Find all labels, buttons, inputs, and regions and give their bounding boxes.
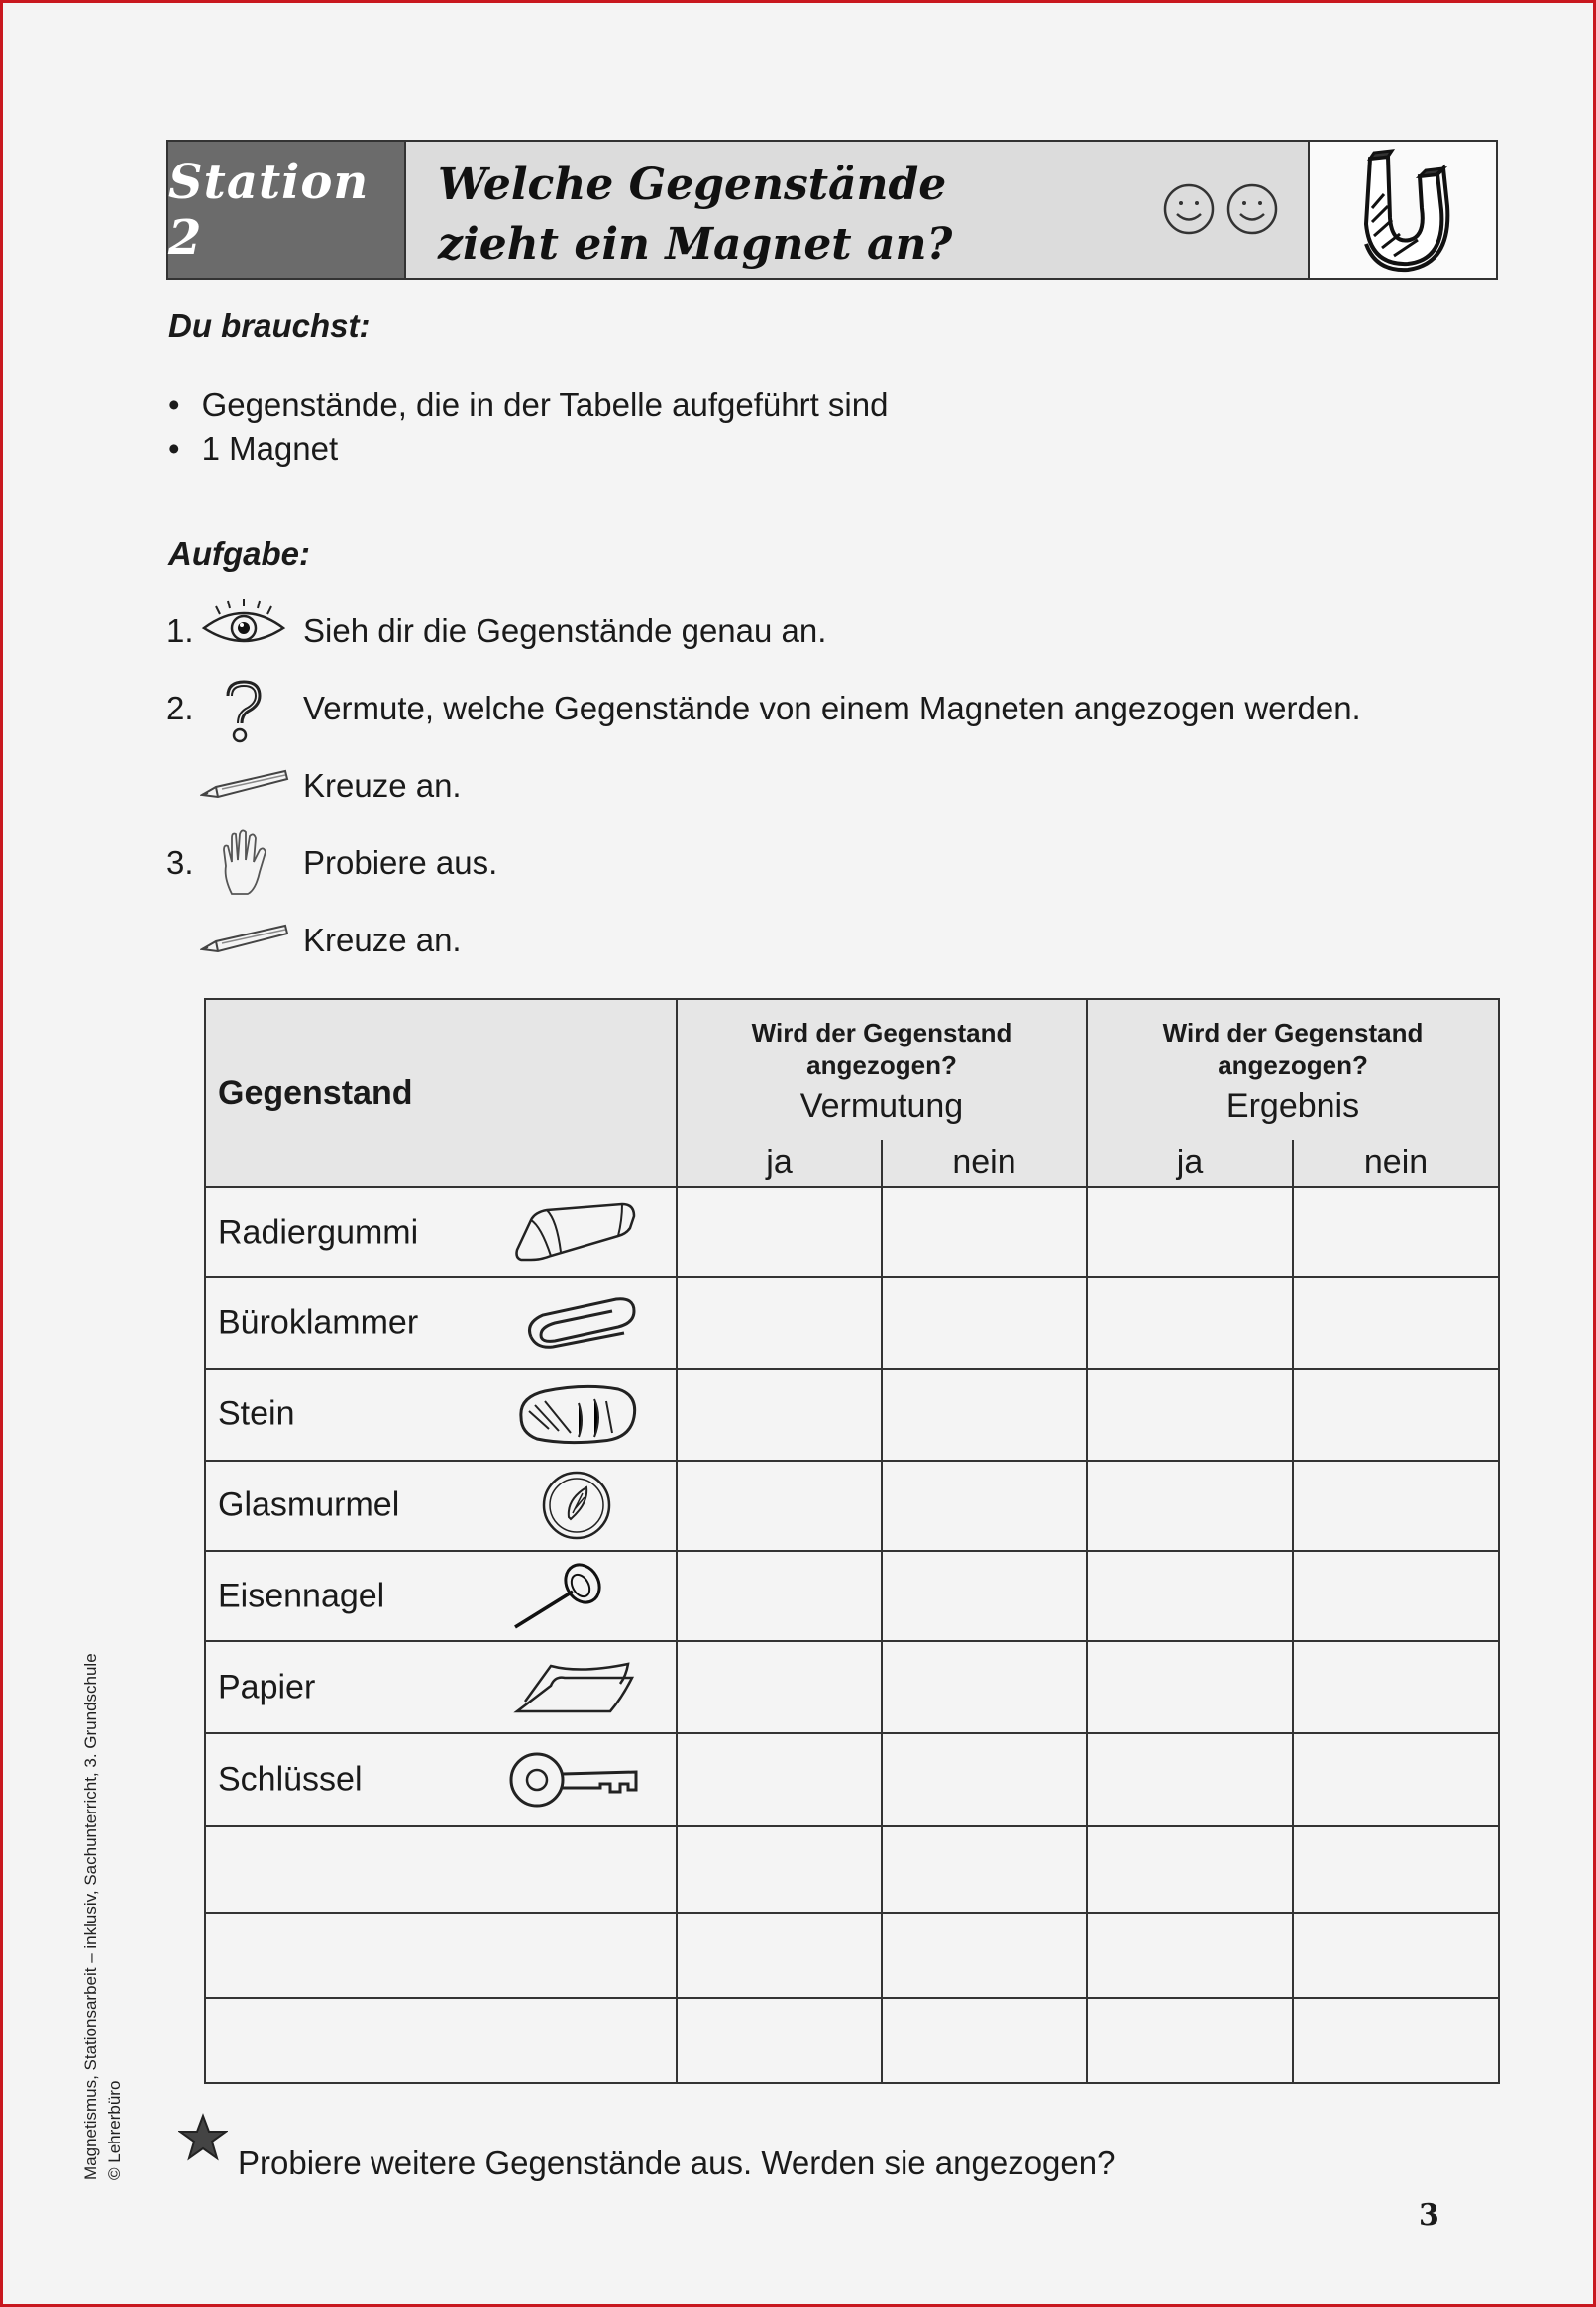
credit-line: Magnetismus, Stationsarbeit – inklusiv, Sachunterricht, 3. Grundschule: [81, 1653, 100, 2180]
check-cell[interactable]: [1087, 1369, 1293, 1461]
copyright-credit: [79, 1653, 127, 2180]
step-number: 1.: [166, 612, 194, 649]
check-cell[interactable]: [1293, 1998, 1499, 2083]
smiley-icon: [1224, 181, 1280, 237]
check-cell[interactable]: [677, 1826, 882, 1912]
group-question-line: angezogen?: [806, 1050, 957, 1081]
check-cell[interactable]: [882, 1641, 1087, 1733]
paper-icon: [511, 1656, 640, 1719]
check-cell[interactable]: [677, 1913, 882, 1998]
materials-item: • 1 Magnet: [168, 430, 338, 468]
table-row: [205, 1461, 1499, 1551]
step-text: Kreuze an.: [303, 767, 462, 804]
table-row: [205, 1369, 1499, 1461]
column-header-yes: ja: [1087, 1140, 1293, 1187]
table-row: [205, 1826, 1499, 1912]
check-cell[interactable]: [1293, 1187, 1499, 1277]
group-question-line: Wird der Gegenstand: [1162, 1018, 1424, 1048]
star-icon: [178, 2113, 228, 2162]
step-number: 2.: [166, 690, 194, 726]
column-header-yes: ja: [677, 1140, 882, 1187]
pencil-icon: [200, 922, 289, 955]
table-row: [205, 1998, 1499, 2083]
title-line-1: Welche Gegenstände: [438, 160, 947, 210]
column-header-item: Gegenstand: [205, 999, 677, 1187]
eraser-icon: [511, 1198, 640, 1267]
table-row: [205, 1913, 1499, 1998]
result-label: Ergebnis: [1225, 1087, 1360, 1126]
check-cell[interactable]: [1293, 1551, 1499, 1641]
credit-line: © Lehrerbüro: [105, 2080, 124, 2180]
worksheet-title: [406, 142, 1310, 278]
paperclip-icon: [521, 1293, 640, 1353]
question-icon: [218, 678, 267, 745]
item-cell: [205, 1551, 677, 1641]
station-banner: [166, 140, 1498, 280]
item-label: Stein: [218, 1394, 295, 1433]
check-cell[interactable]: [882, 1461, 1087, 1551]
bonus-task: Probiere weitere Gegenstände aus. Werden sie angezogen?: [238, 2144, 1116, 2181]
check-cell[interactable]: [882, 1369, 1087, 1461]
check-cell[interactable]: [1293, 1733, 1499, 1826]
station-label: Station 2: [168, 142, 406, 278]
group-question-line: angezogen?: [1218, 1050, 1368, 1081]
check-cell[interactable]: [1293, 1277, 1499, 1368]
check-cell[interactable]: [882, 1998, 1087, 2083]
check-cell[interactable]: [1087, 1998, 1293, 2083]
item-cell: [205, 1187, 677, 1277]
check-cell[interactable]: [1293, 1826, 1499, 1912]
item-cell-empty[interactable]: [205, 1913, 677, 1998]
check-cell[interactable]: [882, 1733, 1087, 1826]
item-cell: [205, 1641, 677, 1733]
task-heading: Aufgabe:: [168, 535, 310, 572]
table-row: [205, 1187, 1499, 1277]
step-text: Kreuze an.: [303, 922, 462, 958]
table-row: [205, 1733, 1499, 1826]
check-cell[interactable]: [1087, 1913, 1293, 1998]
check-cell[interactable]: [1087, 1461, 1293, 1551]
check-cell[interactable]: [882, 1913, 1087, 1998]
marble-icon: [527, 1470, 626, 1541]
item-label: Papier: [218, 1668, 316, 1706]
item-cell: [205, 1461, 677, 1551]
check-cell[interactable]: [677, 1551, 882, 1641]
check-cell[interactable]: [677, 1641, 882, 1733]
column-group-result: [1087, 999, 1499, 1140]
check-cell[interactable]: [1087, 1277, 1293, 1368]
check-cell[interactable]: [677, 1461, 882, 1551]
step-text: Probiere aus.: [303, 844, 498, 881]
title-line-2: zieht ein Magnet an?: [438, 219, 953, 270]
check-cell[interactable]: [1293, 1461, 1499, 1551]
eye-icon: [200, 599, 287, 654]
item-label: Glasmurmel: [218, 1485, 400, 1524]
check-cell[interactable]: [1087, 1641, 1293, 1733]
table-row: [205, 1551, 1499, 1641]
check-cell[interactable]: [882, 1551, 1087, 1641]
prediction-label: Vermutung: [799, 1087, 964, 1126]
magnet-icon: [1310, 142, 1496, 278]
check-cell[interactable]: [882, 1826, 1087, 1912]
materials-heading: Du brauchst:: [168, 307, 371, 344]
materials-item: • Gegenstände, die in der Tabelle aufgeführt sind: [168, 386, 888, 424]
item-cell: [205, 1277, 677, 1368]
item-cell: [205, 1369, 677, 1461]
column-header-no: nein: [1293, 1140, 1499, 1187]
item-label: Radiergummi: [218, 1213, 419, 1252]
step-number: 3.: [166, 844, 194, 881]
check-cell[interactable]: [677, 1369, 882, 1461]
check-cell[interactable]: [1293, 1369, 1499, 1461]
item-cell-empty[interactable]: [205, 1826, 677, 1912]
group-question-line: Wird der Gegenstand: [751, 1018, 1012, 1048]
check-cell[interactable]: [677, 1733, 882, 1826]
table-row: [205, 1641, 1499, 1733]
key-icon: [507, 1748, 640, 1812]
item-label: Eisennagel: [218, 1577, 385, 1615]
item-label: Büroklammer: [218, 1303, 419, 1342]
check-cell[interactable]: [677, 1187, 882, 1277]
nail-icon: [511, 1562, 620, 1631]
check-cell[interactable]: [1087, 1826, 1293, 1912]
table-row: [205, 1277, 1499, 1368]
hand-icon: [218, 828, 273, 898]
smiley-icon: [1161, 181, 1217, 237]
item-cell-empty[interactable]: [205, 1998, 677, 2083]
difficulty-rating: [1161, 181, 1280, 237]
page-number: 3: [1419, 2198, 1439, 2233]
column-header-no: nein: [882, 1140, 1087, 1187]
item-label: Schlüssel: [218, 1760, 363, 1799]
check-cell[interactable]: [882, 1277, 1087, 1368]
check-cell[interactable]: [1087, 1187, 1293, 1277]
check-cell[interactable]: [882, 1187, 1087, 1277]
step-text: Sieh dir die Gegenstände genau an.: [303, 612, 827, 649]
check-cell[interactable]: [1087, 1551, 1293, 1641]
pencil-icon: [200, 767, 289, 801]
check-cell[interactable]: [677, 1998, 882, 2083]
observation-table: [204, 998, 1500, 2084]
check-cell[interactable]: [677, 1277, 882, 1368]
check-cell[interactable]: [1087, 1733, 1293, 1826]
item-cell: [205, 1733, 677, 1826]
check-cell[interactable]: [1293, 1641, 1499, 1733]
check-cell[interactable]: [1293, 1913, 1499, 1998]
column-group-prediction: [677, 999, 1087, 1140]
step-text: Vermute, welche Gegenstände von einem Magneten angezogen werden.: [303, 690, 1361, 726]
stone-icon: [515, 1381, 640, 1447]
